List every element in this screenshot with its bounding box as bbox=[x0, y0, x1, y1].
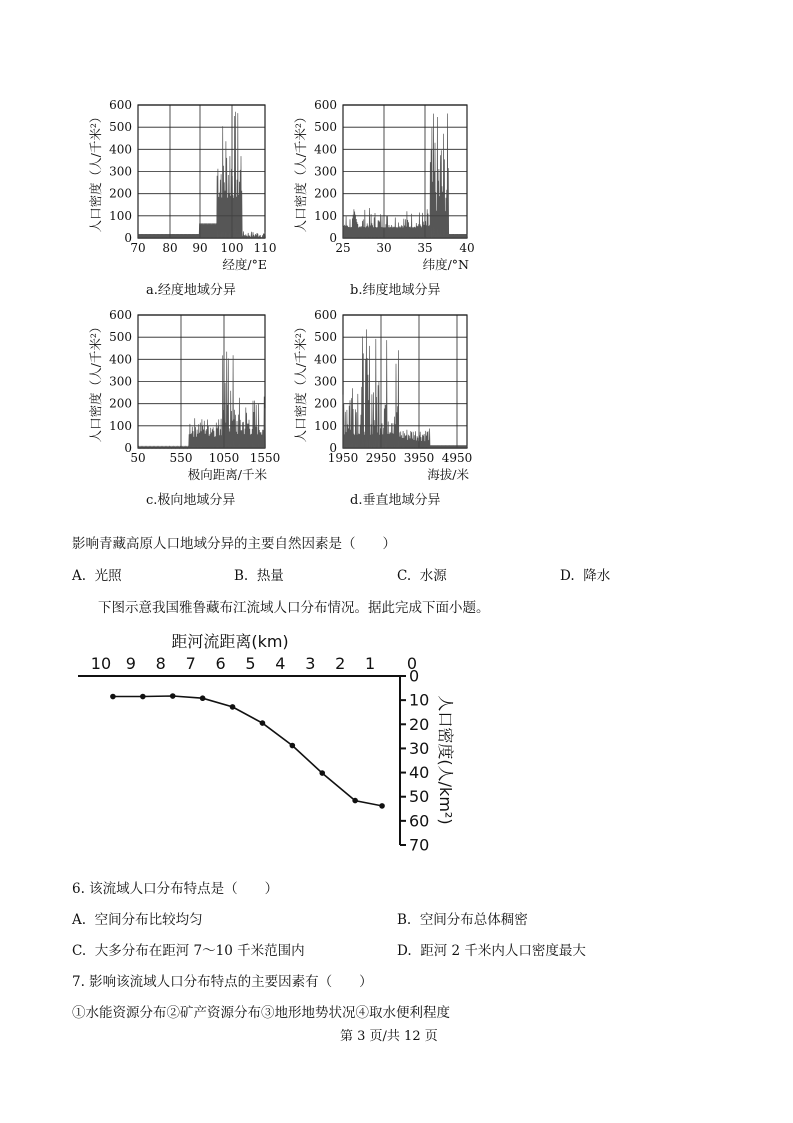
panel-d-density-trace bbox=[343, 329, 467, 448]
panel-b-y-tick-label: 500 bbox=[314, 120, 337, 135]
panel-a-caption: a.经度地域分异 bbox=[146, 283, 236, 298]
panel-a bbox=[88, 98, 276, 272]
q5-option-a[interactable] bbox=[72, 564, 122, 584]
panel-c-x-tick-label: 1550 bbox=[249, 451, 281, 465]
line-chart-x-tick-label: 2 bbox=[335, 654, 346, 673]
line-chart-x-axis-title: 距河流距离(km) bbox=[171, 632, 289, 651]
figure-panels bbox=[0, 0, 793, 520]
panel-c-y-axis-label: 人口密度（人/千米²） bbox=[88, 320, 103, 443]
panel-a-x-tick-label: 110 bbox=[253, 241, 277, 255]
panel-c-y-tick-label: 0 bbox=[124, 441, 132, 455]
line-chart-svg bbox=[60, 625, 480, 860]
panel-a-density-trace bbox=[138, 112, 265, 238]
page-footer: 第 3 页/共 12 页 bbox=[340, 1029, 438, 1044]
panel-a-y-tick-label: 0 bbox=[124, 231, 132, 245]
q6-option-c[interactable] bbox=[72, 939, 305, 959]
panel-d-x-axis-label: 海拔/米 bbox=[427, 467, 469, 482]
line-chart-x-tick-label: 7 bbox=[185, 654, 196, 673]
q6-option-a-text: 空间分布比较均匀 bbox=[94, 912, 203, 928]
panel-d-x-tick-label: 2950 bbox=[365, 451, 397, 465]
q6-option-d-text: 距河 2 千米内人口密度最大 bbox=[420, 943, 586, 959]
q5-option-d-text: 降水 bbox=[583, 568, 611, 584]
q5-option-b-text: 热量 bbox=[256, 568, 284, 584]
panel-a-x-axis-label: 经度/°E bbox=[222, 257, 267, 272]
line-chart-x-tick-label: 4 bbox=[275, 654, 286, 673]
panel-d-y-axis-label: 人口密度（人/千米²） bbox=[293, 320, 308, 443]
panel-d-x-tick-label: 3950 bbox=[403, 451, 435, 465]
panel-a-x-tick-label: 80 bbox=[162, 241, 178, 255]
panel-a-y-tick-label: 600 bbox=[109, 98, 132, 112]
panel-d-y-tick-label: 600 bbox=[314, 308, 337, 322]
q5-option-a-key: A. bbox=[72, 568, 87, 584]
line-chart-y-tick-label: 70 bbox=[409, 835, 430, 855]
panel-d-y-tick-label: 0 bbox=[329, 441, 337, 455]
line-chart bbox=[60, 625, 480, 860]
line-chart-y-tick-label: 50 bbox=[409, 787, 430, 807]
panel-c-y-tick-label: 400 bbox=[109, 352, 132, 367]
panel-a-y-tick-label: 100 bbox=[109, 208, 132, 223]
line-chart-x-tick-label: 1 bbox=[365, 654, 376, 673]
q5-option-c[interactable] bbox=[397, 564, 447, 584]
q5-option-c-key: C. bbox=[397, 568, 412, 584]
panel-b-x-tick-label: 40 bbox=[459, 241, 475, 255]
panel-c-y-tick-label: 600 bbox=[109, 308, 132, 322]
panel-b-y-tick-label: 200 bbox=[314, 186, 337, 201]
line-chart-data-point bbox=[230, 704, 236, 710]
panel-d-x-tick-label: 1950 bbox=[327, 451, 359, 465]
panel-c-x-tick-label: 550 bbox=[169, 451, 193, 465]
line-chart-x-tick-label: 5 bbox=[245, 654, 256, 673]
q6-option-a[interactable] bbox=[72, 908, 203, 928]
panel-b-y-tick-label: 100 bbox=[314, 208, 337, 223]
q6-option-b[interactable] bbox=[397, 908, 528, 928]
panel-a-y-tick-label: 200 bbox=[109, 186, 132, 201]
panel-c-y-tick-label: 100 bbox=[109, 418, 132, 433]
line-chart-y-axis-title: 人口密度(人/km²) bbox=[436, 695, 455, 825]
q5-option-d-key: D. bbox=[560, 568, 575, 584]
line-chart-y-tick-label: 30 bbox=[409, 738, 430, 758]
q6-option-b-text: 空间分布总体稠密 bbox=[419, 912, 528, 928]
line-chart-data-point bbox=[260, 720, 266, 726]
panel-b-caption: b.纬度地域分异 bbox=[350, 283, 441, 298]
panel-c-density-trace bbox=[138, 352, 265, 448]
line-chart-y-tick-label: 0 bbox=[409, 666, 420, 686]
q5-option-a-text: 光照 bbox=[94, 568, 122, 584]
line-chart-x-tick-label: 0 bbox=[406, 654, 418, 673]
panel-a-x-tick-label: 100 bbox=[220, 241, 244, 255]
q5-option-d[interactable] bbox=[560, 564, 610, 584]
panel-c-y-tick-label: 300 bbox=[109, 374, 132, 389]
line-chart-data-point bbox=[200, 695, 206, 701]
panel-b-y-tick-label: 300 bbox=[314, 164, 337, 179]
intro-text: 下图示意我国雅鲁藏布江流域人口分布情况。据此完成下面小题。 bbox=[98, 600, 490, 616]
panel-c-y-tick-label: 200 bbox=[109, 396, 132, 411]
panel-d-x-tick-label: 4950 bbox=[441, 451, 473, 465]
q6-option-c-key: C. bbox=[72, 943, 87, 959]
panel-a-y-tick-label: 300 bbox=[109, 164, 132, 179]
panel-d bbox=[293, 308, 472, 482]
q6-option-d[interactable] bbox=[397, 939, 586, 959]
q6-option-d-key: D. bbox=[397, 943, 412, 959]
line-chart-data-point bbox=[290, 743, 296, 749]
panel-b-x-axis-label: 纬度/°N bbox=[422, 257, 469, 272]
panel-b-x-tick-label: 30 bbox=[376, 241, 392, 255]
panel-b bbox=[293, 98, 475, 272]
panel-c-x-tick-label: 1050 bbox=[208, 451, 240, 465]
panel-b-y-tick-label: 400 bbox=[314, 142, 337, 157]
line-chart-data-point bbox=[140, 694, 146, 700]
line-chart-data-point bbox=[170, 693, 176, 699]
panel-b-x-tick-label: 35 bbox=[417, 241, 433, 255]
panel-c-x-tick-label: 50 bbox=[130, 451, 146, 465]
panel-a-x-tick-label: 70 bbox=[130, 241, 146, 255]
panel-b-y-axis-label: 人口密度（人/千米²） bbox=[293, 110, 308, 233]
line-chart-y-tick-label: 20 bbox=[409, 714, 430, 734]
line-chart-x-tick-label: 6 bbox=[215, 654, 226, 673]
question-7-subitems: ①水能资源分布②矿产资源分布③地形地势状况④取水便利程度 bbox=[72, 1005, 450, 1021]
line-chart-data-point bbox=[319, 770, 325, 776]
question-7-text: 7. 影响该流域人口分布特点的主要因素有（ ） bbox=[72, 974, 373, 990]
panel-c-y-tick-label: 500 bbox=[109, 330, 132, 345]
line-chart-x-tick-label: 10 bbox=[90, 654, 112, 673]
line-chart-y-tick-label: 40 bbox=[409, 763, 430, 783]
panel-d-y-tick-label: 100 bbox=[314, 418, 337, 433]
q5-option-c-text: 水源 bbox=[419, 568, 447, 584]
line-chart-data-point bbox=[379, 803, 385, 809]
question-5-text: 影响青藏高原人口地域分异的主要自然因素是（ ） bbox=[72, 536, 396, 552]
q5-option-b-key: B. bbox=[234, 568, 249, 584]
line-chart-series-line bbox=[113, 696, 382, 806]
q6-option-a-key: A. bbox=[72, 912, 87, 928]
panel-d-y-tick-label: 300 bbox=[314, 374, 337, 389]
panel-c-x-axis-label: 极向距离/千米 bbox=[187, 467, 267, 482]
panel-d-y-tick-label: 200 bbox=[314, 396, 337, 411]
panel-b-x-tick-label: 25 bbox=[335, 241, 351, 255]
line-chart-x-tick-label: 9 bbox=[125, 654, 136, 673]
panel-c-caption: c.极向地域分异 bbox=[146, 493, 236, 508]
panel-d-y-tick-label: 400 bbox=[314, 352, 337, 367]
q5-option-b[interactable] bbox=[234, 564, 284, 584]
panel-d-y-tick-label: 500 bbox=[314, 330, 337, 345]
line-chart-data-point bbox=[110, 694, 116, 700]
panel-b-y-tick-label: 0 bbox=[329, 231, 337, 245]
line-chart-y-tick-label: 10 bbox=[409, 690, 430, 710]
q6-option-c-text: 大多分布在距河 7～10 千米范围内 bbox=[94, 943, 305, 959]
panel-a-y-tick-label: 400 bbox=[109, 142, 132, 157]
panel-c bbox=[88, 308, 280, 482]
panel-d-caption: d.垂直地域分异 bbox=[350, 493, 441, 508]
line-chart-data-point bbox=[352, 798, 358, 804]
question-6-text: 6. 该流域人口分布特点是（ ） bbox=[72, 881, 279, 897]
line-chart-x-tick-label: 3 bbox=[305, 654, 316, 673]
panel-b-density-trace bbox=[343, 114, 467, 239]
line-chart-y-tick-label: 60 bbox=[409, 811, 430, 831]
q6-option-b-key: B. bbox=[397, 912, 412, 928]
panel-a-y-tick-label: 500 bbox=[109, 120, 132, 135]
panel-a-x-tick-label: 90 bbox=[192, 241, 208, 255]
panel-a-y-axis-label: 人口密度（人/千米²） bbox=[88, 110, 103, 233]
panel-b-y-tick-label: 600 bbox=[314, 98, 337, 112]
panels-svg bbox=[0, 0, 793, 520]
line-chart-x-tick-label: 8 bbox=[155, 654, 166, 673]
